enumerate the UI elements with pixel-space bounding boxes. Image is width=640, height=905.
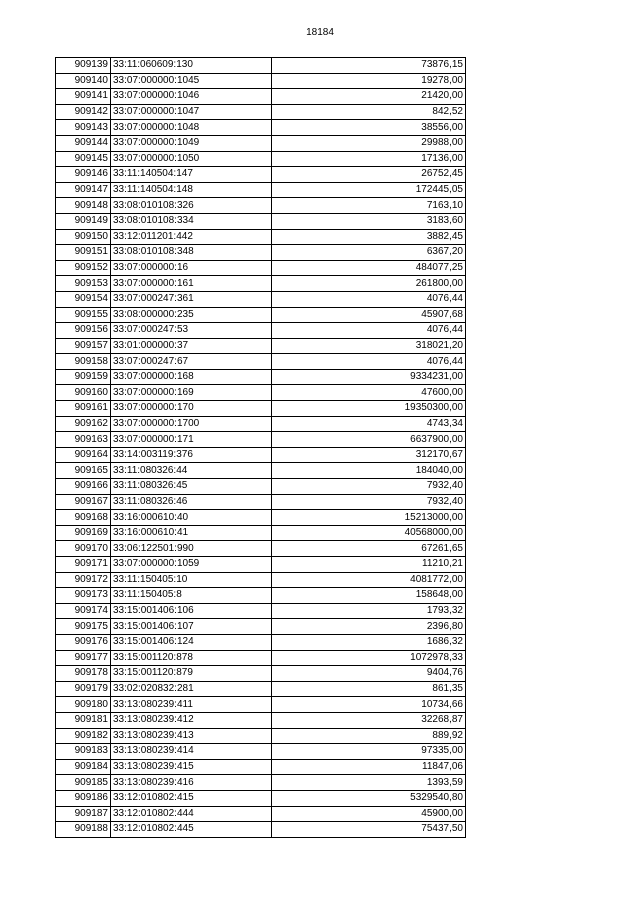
table-row [56, 463, 466, 479]
cadastral-number-cell: 33:13:080239:415 [111, 759, 272, 775]
value-cell: 3183,60 [272, 213, 466, 229]
table-row [56, 572, 466, 588]
value-cell: 5329540,80 [272, 790, 466, 806]
table-row [56, 634, 466, 650]
value-cell: 7163,10 [272, 198, 466, 214]
value-cell: 842,52 [272, 104, 466, 120]
cadastral-number-cell: 33:11:060609:130 [111, 58, 272, 74]
table-row [56, 120, 466, 136]
table-row [56, 276, 466, 292]
value-cell: 75437,50 [272, 822, 466, 838]
cadastral-number-cell: 33:01:000000:37 [111, 338, 272, 354]
cadastral-number-cell: 33:15:001406:124 [111, 634, 272, 650]
row-id-cell: 909164 [56, 447, 111, 463]
table-body [56, 58, 466, 838]
row-id-cell: 909169 [56, 525, 111, 541]
table-row [56, 354, 466, 370]
row-id-cell: 909174 [56, 603, 111, 619]
table-row [56, 213, 466, 229]
row-id-cell: 909159 [56, 369, 111, 385]
value-cell: 19278,00 [272, 73, 466, 89]
table-row [56, 447, 466, 463]
row-id-cell: 909143 [56, 120, 111, 136]
value-cell: 4076,44 [272, 291, 466, 307]
table-row [56, 541, 466, 557]
value-cell: 6637900,00 [272, 432, 466, 448]
row-id-cell: 909180 [56, 697, 111, 713]
cadastral-number-cell: 33:13:080239:413 [111, 728, 272, 744]
value-cell: 9404,76 [272, 666, 466, 682]
table-row [56, 58, 466, 74]
table-row [56, 759, 466, 775]
row-id-cell: 909162 [56, 416, 111, 432]
row-id-cell: 909165 [56, 463, 111, 479]
row-id-cell: 909150 [56, 229, 111, 245]
value-cell: 9334231,00 [272, 369, 466, 385]
table-row [56, 229, 466, 245]
value-cell: 4081772,00 [272, 572, 466, 588]
value-cell: 45907,68 [272, 307, 466, 323]
value-cell: 32268,87 [272, 712, 466, 728]
cadastral-number-cell: 33:02:020832:281 [111, 681, 272, 697]
row-id-cell: 909146 [56, 167, 111, 183]
table-row [56, 198, 466, 214]
row-id-cell: 909187 [56, 806, 111, 822]
row-id-cell: 909140 [56, 73, 111, 89]
cadastral-number-cell: 33:07:000247:53 [111, 323, 272, 339]
table-row [56, 744, 466, 760]
table-row [56, 790, 466, 806]
value-cell: 73876,15 [272, 58, 466, 74]
value-cell: 38556,00 [272, 120, 466, 136]
cadastral-number-cell: 33:15:001406:107 [111, 619, 272, 635]
table-row [56, 151, 466, 167]
value-cell: 19350300,00 [272, 401, 466, 417]
table-row [56, 385, 466, 401]
table-row [56, 712, 466, 728]
cadastral-number-cell: 33:11:080326:46 [111, 494, 272, 510]
row-id-cell: 909173 [56, 588, 111, 604]
value-cell: 484077,25 [272, 260, 466, 276]
cadastral-number-cell: 33:08:000000:235 [111, 307, 272, 323]
table-row [56, 135, 466, 151]
cadastral-number-cell: 33:11:080326:44 [111, 463, 272, 479]
row-id-cell: 909170 [56, 541, 111, 557]
row-id-cell: 909139 [56, 58, 111, 74]
value-cell: 4076,44 [272, 323, 466, 339]
cadastral-number-cell: 33:11:150405:10 [111, 572, 272, 588]
table-row [56, 619, 466, 635]
cadastral-number-cell: 33:07:000247:361 [111, 291, 272, 307]
row-id-cell: 909171 [56, 557, 111, 573]
table-row [56, 588, 466, 604]
value-cell: 26752,45 [272, 167, 466, 183]
cadastral-number-cell: 33:07:000000:170 [111, 401, 272, 417]
value-cell: 29988,00 [272, 135, 466, 151]
row-id-cell: 909153 [56, 276, 111, 292]
row-id-cell: 909176 [56, 634, 111, 650]
value-cell: 40568000,00 [272, 525, 466, 541]
row-id-cell: 909148 [56, 198, 111, 214]
cadastral-number-cell: 33:07:000000:1047 [111, 104, 272, 120]
row-id-cell: 909172 [56, 572, 111, 588]
cadastral-number-cell: 33:08:010108:348 [111, 245, 272, 261]
cadastral-number-cell: 33:12:010802:445 [111, 822, 272, 838]
cadastral-number-cell: 33:07:000000:1050 [111, 151, 272, 167]
value-cell: 861,35 [272, 681, 466, 697]
row-id-cell: 909149 [56, 213, 111, 229]
cadastral-number-cell: 33:13:080239:412 [111, 712, 272, 728]
row-id-cell: 909156 [56, 323, 111, 339]
cadastral-number-cell: 33:07:000000:1059 [111, 557, 272, 573]
row-id-cell: 909154 [56, 291, 111, 307]
page-number: 18184 [306, 27, 334, 38]
row-id-cell: 909151 [56, 245, 111, 261]
cadastral-number-cell: 33:15:001120:878 [111, 650, 272, 666]
value-cell: 4076,44 [272, 354, 466, 370]
cadastral-number-cell: 33:07:000000:168 [111, 369, 272, 385]
cadastral-number-cell: 33:07:000000:1046 [111, 89, 272, 105]
table-row [56, 291, 466, 307]
table-row [56, 666, 466, 682]
cadastral-number-cell: 33:07:000000:1048 [111, 120, 272, 136]
row-id-cell: 909179 [56, 681, 111, 697]
value-cell: 97335,00 [272, 744, 466, 760]
row-id-cell: 909184 [56, 759, 111, 775]
cadastral-number-cell: 33:16:000610:41 [111, 525, 272, 541]
value-cell: 4743,34 [272, 416, 466, 432]
table-row [56, 775, 466, 791]
table-row [56, 822, 466, 838]
row-id-cell: 909157 [56, 338, 111, 354]
table-row [56, 104, 466, 120]
row-id-cell: 909158 [56, 354, 111, 370]
row-id-cell: 909166 [56, 479, 111, 495]
value-cell: 2396,80 [272, 619, 466, 635]
cadastral-number-cell: 33:11:140504:148 [111, 182, 272, 198]
row-id-cell: 909168 [56, 510, 111, 526]
row-id-cell: 909186 [56, 790, 111, 806]
table-row [56, 167, 466, 183]
cadastral-number-cell: 33:13:080239:411 [111, 697, 272, 713]
row-id-cell: 909161 [56, 401, 111, 417]
row-id-cell: 909183 [56, 744, 111, 760]
value-cell: 6367,20 [272, 245, 466, 261]
cadastral-number-cell: 33:13:080239:414 [111, 744, 272, 760]
value-cell: 312170,67 [272, 447, 466, 463]
value-cell: 184040,00 [272, 463, 466, 479]
cadastral-number-cell: 33:08:010108:326 [111, 198, 272, 214]
cadastral-number-cell: 33:12:010802:415 [111, 790, 272, 806]
row-id-cell: 909163 [56, 432, 111, 448]
value-cell: 45900,00 [272, 806, 466, 822]
value-cell: 1686,32 [272, 634, 466, 650]
table-row [56, 494, 466, 510]
value-cell: 889,92 [272, 728, 466, 744]
table-row [56, 806, 466, 822]
cadastral-number-cell: 33:06:122501:990 [111, 541, 272, 557]
cadastral-number-cell: 33:07:000000:1045 [111, 73, 272, 89]
cadastral-number-cell: 33:07:000000:171 [111, 432, 272, 448]
table-row [56, 369, 466, 385]
cadastral-number-cell: 33:15:001120:879 [111, 666, 272, 682]
row-id-cell: 909141 [56, 89, 111, 105]
table-row [56, 525, 466, 541]
row-id-cell: 909155 [56, 307, 111, 323]
cadastral-number-cell: 33:07:000247:67 [111, 354, 272, 370]
value-cell: 15213000,00 [272, 510, 466, 526]
value-cell: 10734,66 [272, 697, 466, 713]
row-id-cell: 909185 [56, 775, 111, 791]
table-row [56, 182, 466, 198]
cadastral-number-cell: 33:11:140504:147 [111, 167, 272, 183]
row-id-cell: 909188 [56, 822, 111, 838]
table-row [56, 89, 466, 105]
value-cell: 318021,20 [272, 338, 466, 354]
table-row [56, 260, 466, 276]
value-cell: 1793,32 [272, 603, 466, 619]
value-cell: 1393,59 [272, 775, 466, 791]
value-cell: 11210,21 [272, 557, 466, 573]
table-row [56, 338, 466, 354]
row-id-cell: 909182 [56, 728, 111, 744]
table-row [56, 432, 466, 448]
row-id-cell: 909175 [56, 619, 111, 635]
row-id-cell: 909144 [56, 135, 111, 151]
table-row [56, 307, 466, 323]
table-row [56, 697, 466, 713]
cadastral-number-cell: 33:14:003119:376 [111, 447, 272, 463]
cadastral-number-cell: 33:07:000000:169 [111, 385, 272, 401]
cadastral-number-cell: 33:08:010108:334 [111, 213, 272, 229]
table-row [56, 728, 466, 744]
value-cell: 7932,40 [272, 479, 466, 495]
value-cell: 7932,40 [272, 494, 466, 510]
value-cell: 158648,00 [272, 588, 466, 604]
table-row [56, 245, 466, 261]
table-row [56, 557, 466, 573]
value-cell: 47600,00 [272, 385, 466, 401]
table-row [56, 401, 466, 417]
value-cell: 3882,45 [272, 229, 466, 245]
table-row [56, 681, 466, 697]
value-cell: 17136,00 [272, 151, 466, 167]
value-cell: 261800,00 [272, 276, 466, 292]
cadastral-number-cell: 33:07:000000:1700 [111, 416, 272, 432]
row-id-cell: 909178 [56, 666, 111, 682]
cadastral-number-cell: 33:07:000000:161 [111, 276, 272, 292]
row-id-cell: 909177 [56, 650, 111, 666]
cadastral-number-cell: 33:13:080239:416 [111, 775, 272, 791]
cadastral-number-cell: 33:07:000000:16 [111, 260, 272, 276]
table-row [56, 510, 466, 526]
table-row [56, 479, 466, 495]
row-id-cell: 909152 [56, 260, 111, 276]
row-id-cell: 909145 [56, 151, 111, 167]
value-cell: 67261,65 [272, 541, 466, 557]
table-row [56, 416, 466, 432]
value-cell: 1072978,33 [272, 650, 466, 666]
row-id-cell: 909147 [56, 182, 111, 198]
table-row [56, 323, 466, 339]
row-id-cell: 909142 [56, 104, 111, 120]
value-cell: 11847,06 [272, 759, 466, 775]
row-id-cell: 909181 [56, 712, 111, 728]
row-id-cell: 909160 [56, 385, 111, 401]
value-cell: 21420,00 [272, 89, 466, 105]
cadastral-number-cell: 33:11:080326:45 [111, 479, 272, 495]
cadastral-number-cell: 33:07:000000:1049 [111, 135, 272, 151]
table-row [56, 73, 466, 89]
table-row [56, 650, 466, 666]
table-row [56, 603, 466, 619]
value-cell: 172445,05 [272, 182, 466, 198]
cadastral-number-cell: 33:16:000610:40 [111, 510, 272, 526]
cadastral-number-cell: 33:12:011201:442 [111, 229, 272, 245]
row-id-cell: 909167 [56, 494, 111, 510]
cadastral-number-cell: 33:11:150405:8 [111, 588, 272, 604]
cadastral-value-table [55, 57, 466, 838]
cadastral-number-cell: 33:12:010802:444 [111, 806, 272, 822]
cadastral-number-cell: 33:15:001406:106 [111, 603, 272, 619]
